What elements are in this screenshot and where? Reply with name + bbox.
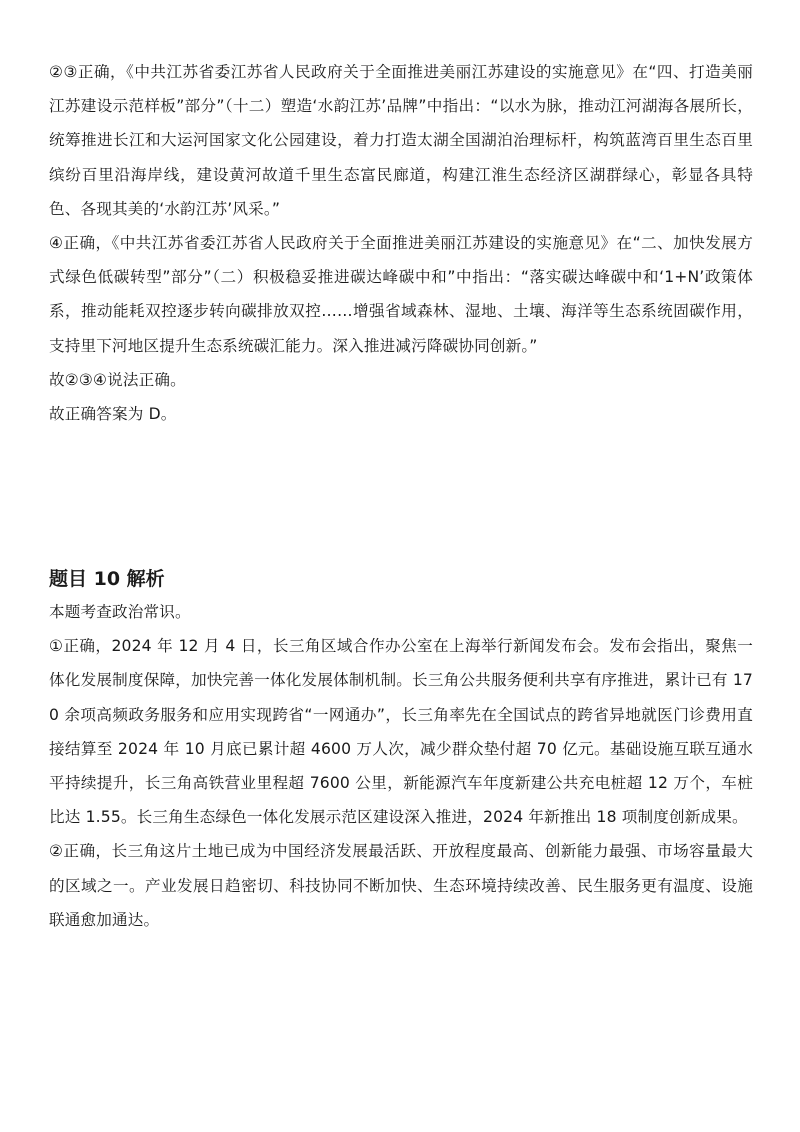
paragraph-conclusion: 故②③④说法正确。 (49, 370, 186, 389)
paragraph-option-4: ④正确，《中共江苏省委江苏省人民政府关于全面推进美丽江苏建设的实施意见》在“二、加快发展方式绿色低碳转型”部分”（二）积极稳妥推进碳达峰碳中和”中指出：“落实碳达峰碳中和‘1+N’政策体系，推动能耗双控逐步转向碳排放双控……增强省域森林、湿地、土壤、海洋等生态系统固碳作用，支持里下河地区提升生态系统碳汇能力。深入推进减污降碳协同创新。” (49, 234, 753, 355)
answer-explanation-continued (49, 55, 753, 431)
paragraph-answer: 故正确答案为 D。 (49, 405, 177, 424)
paragraph-option-2-3: ②③正确，《中共江苏省委江苏省人民政府关于全面推进美丽江苏建设的实施意见》在“四、打造美丽江苏建设示范样板”部分”（十二）塑造‘水韵江苏’品牌”中指出：“以水为脉，推动江河湖海各展所长，统筹推进长江和大运河国家文化公园建设，着力打造太湖全国湖泊治理标杆，构筑蓝湾百里生态百里缤纷百里沿海岸线，建设黄河故道千里生态富民廊道，构建江淮生态经济区湖群绿心，彰显各具特色、各现其美的‘水韵江苏’风采。” (49, 63, 753, 218)
paragraph-option-2: ②正确，长三角这片土地已成为中国经济发展最活跃、开放程度最高、创新能力最强、市场容量最大的区域之一。产业发展日趋密切、科技协同不断加快、生态环境持续改善、民生服务更有温度、设施联通愈加通达。 (49, 842, 753, 929)
question-10-explanation (49, 564, 753, 937)
section-heading: 题目 10 解析 (49, 568, 165, 590)
paragraph-topic: 本题考查政治常识。 (49, 603, 191, 621)
paragraph-option-1: ①正确，2024 年 12 月 4 日，长三角区域合作办公室在上海举行新闻发布会。发布会指出，聚焦一体化发展制度保障，加快完善一体化发展体制机制。长三角公共服务便利共享有序推进，累计已有 170 余项高频政务服务和应用实现跨省“一网通办”，长三角率先在全国试点的跨省异地就医门诊费用直接结算至 2024 年 10 月底已累计超 4600 万人次，减少群众垫付超 70 亿元。基础设施互联互通水平持续提升，长三角高铁营业里程超 7600 公里，新能源汽车年度新建公共充电桩超 12 万个，车桩比达 1.55。长三角生态绿色一体化发展示范区建设深入推进，2024 年新推出 18 项制度创新成果。 (49, 637, 753, 827)
